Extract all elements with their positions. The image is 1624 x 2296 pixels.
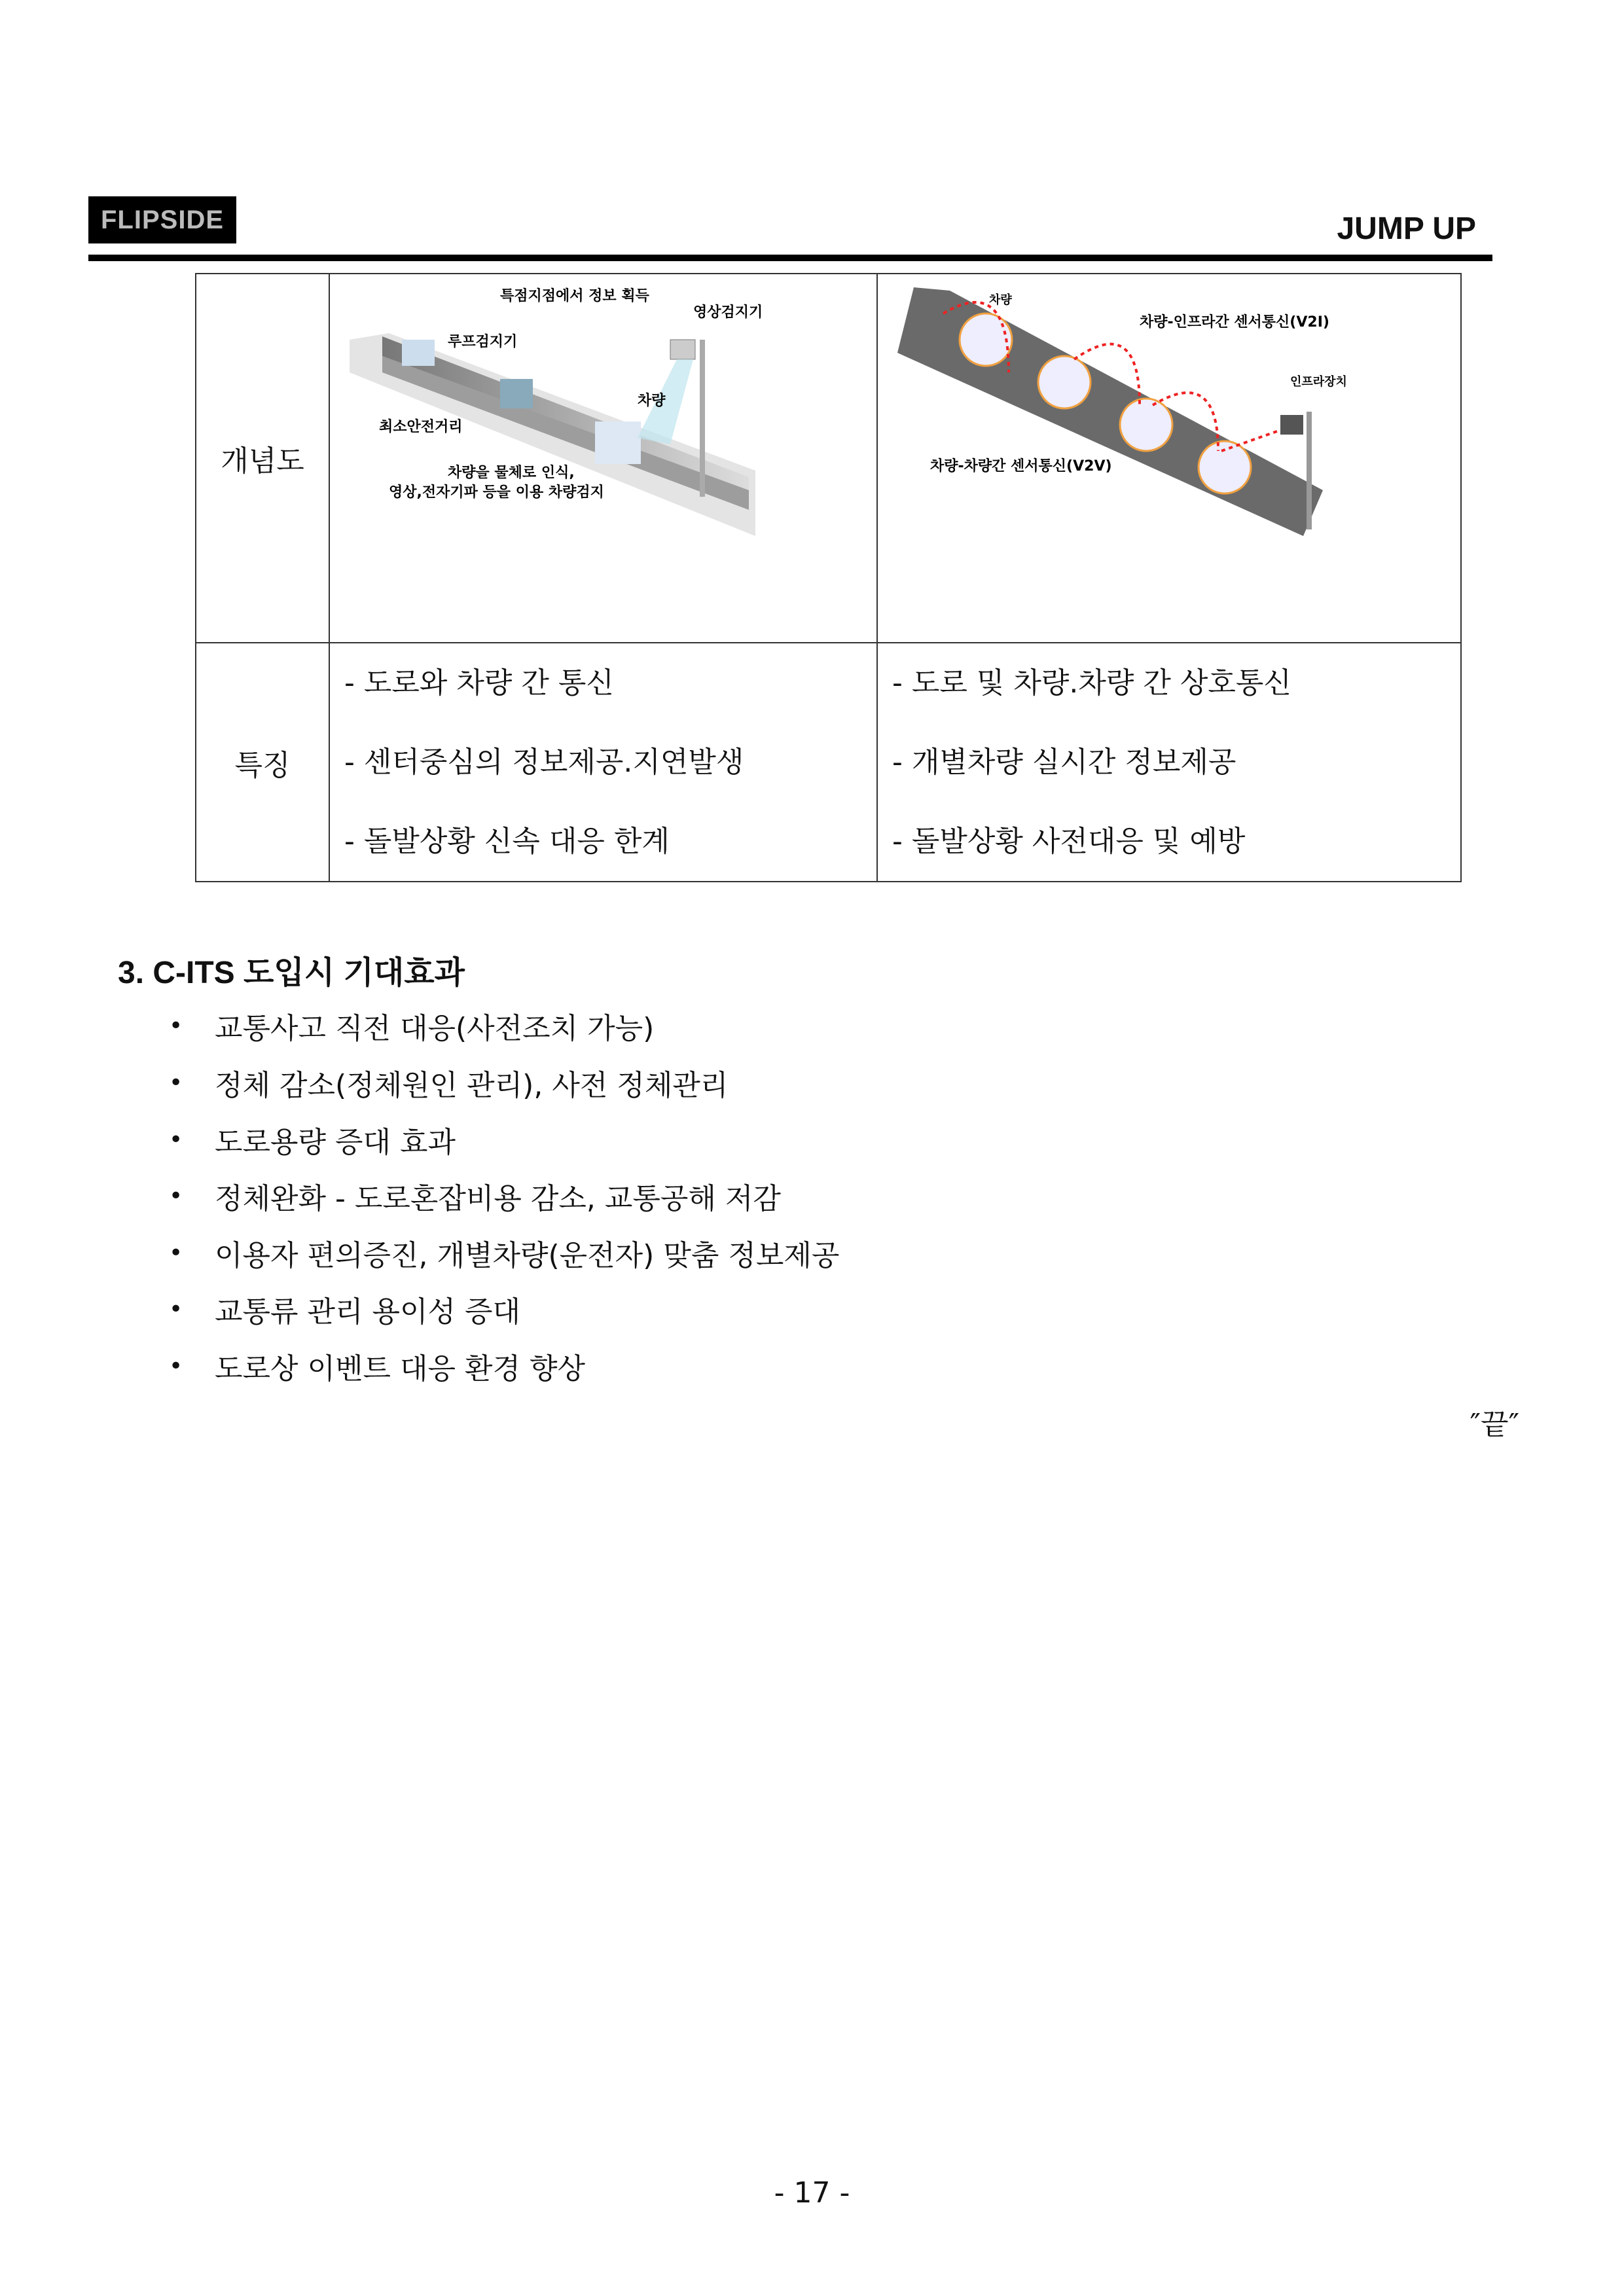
diagram-label: 영상,전자기파 등을 이용 차량검지 [389, 484, 604, 501]
feature-item: - 도로와 차량 간 통신 [344, 666, 614, 700]
infra-device-icon [1280, 415, 1303, 435]
diagram-label: 차량 [989, 293, 1012, 307]
car-icon [595, 422, 641, 464]
bullet-icon: • [169, 1182, 183, 1210]
logo [88, 196, 236, 243]
list-item [169, 1062, 728, 1103]
list-item [169, 1175, 781, 1217]
list-item [169, 1005, 654, 1047]
bullet-icon: • [169, 1126, 183, 1153]
car-icon [500, 379, 533, 408]
diagram-label: 영상검지기 [693, 304, 763, 321]
list-item-text: 교통사고 직전 대응(사전조치 가능) [215, 1012, 655, 1045]
end-mark: ″끝″ [1470, 1408, 1519, 1441]
list-item-text: 정체완화 - 도로혼잡비용 감소, 교통공해 저감 [215, 1182, 781, 1215]
list-item-text: 도로상 이벤트 대응 환경 향상 [215, 1352, 585, 1386]
logo-text: FLIPSIDE [100, 205, 225, 234]
list-item-text: 도로용량 증대 효과 [215, 1126, 456, 1159]
road-detection-diagram [330, 274, 876, 536]
list-item [169, 1119, 456, 1160]
list-item [169, 1345, 585, 1387]
comparison-table [195, 273, 1462, 882]
features-left [329, 643, 877, 882]
list-item-text: 교통류 관리 용이성 증대 [215, 1295, 520, 1329]
diagram-label: 인프라장치 [1290, 375, 1347, 389]
feature-item: - 돌발상황 사전대응 및 예방 [892, 825, 1246, 858]
header-rule [88, 255, 1492, 261]
section-heading: 3. C-ITS 도입시 기대효과 [118, 956, 465, 990]
diagram-label: 특점지점에서 정보 획득 [500, 288, 649, 304]
diagram-label: 루프검지기 [448, 334, 518, 350]
diagram-label: 차량을 물체로 인식, [448, 465, 575, 481]
bullet-icon: • [169, 1239, 183, 1266]
page-number: - 17 - [774, 2176, 850, 2210]
row-label-concept: 개념도 [196, 274, 329, 643]
bullet-icon: • [169, 1352, 183, 1380]
features-right [877, 643, 1461, 882]
pole [700, 340, 705, 497]
pole [1307, 412, 1312, 529]
camera-icon [670, 340, 695, 359]
bullet-icon: • [169, 1295, 183, 1323]
feature-item: - 센터중심의 정보제공.지연발생 [344, 745, 744, 779]
list-item [169, 1232, 839, 1274]
feature-item: - 돌발상황 신속 대응 한계 [344, 825, 670, 858]
diagram-right [877, 274, 1461, 643]
bullet-icon: • [169, 1069, 183, 1096]
diagram-label: 차량-인프라간 센서통신(V2I) [1140, 314, 1329, 331]
v2v-v2i-diagram [878, 274, 1460, 549]
header-title: JUMP UP [1337, 211, 1476, 246]
list-item-text: 이용자 편의증진, 개별차량(운전자) 맞춤 정보제공 [215, 1239, 840, 1272]
bullet-icon: • [169, 1012, 183, 1039]
diagram-label: 차량-차량간 센서통신(V2V) [930, 458, 1112, 475]
diagram-label: 최소안전거리 [379, 419, 463, 435]
car-icon [402, 340, 435, 366]
row-label-features: 특징 [196, 643, 329, 882]
list-item [169, 1288, 520, 1330]
diagram-label: 차량 [638, 393, 666, 409]
list-item-text: 정체 감소(정체원인 관리), 사전 정체관리 [215, 1069, 729, 1102]
diagram-left [329, 274, 877, 643]
feature-item: - 도로 및 차량.차량 간 상호통신 [892, 666, 1291, 700]
feature-item: - 개별차량 실시간 정보제공 [892, 745, 1236, 779]
